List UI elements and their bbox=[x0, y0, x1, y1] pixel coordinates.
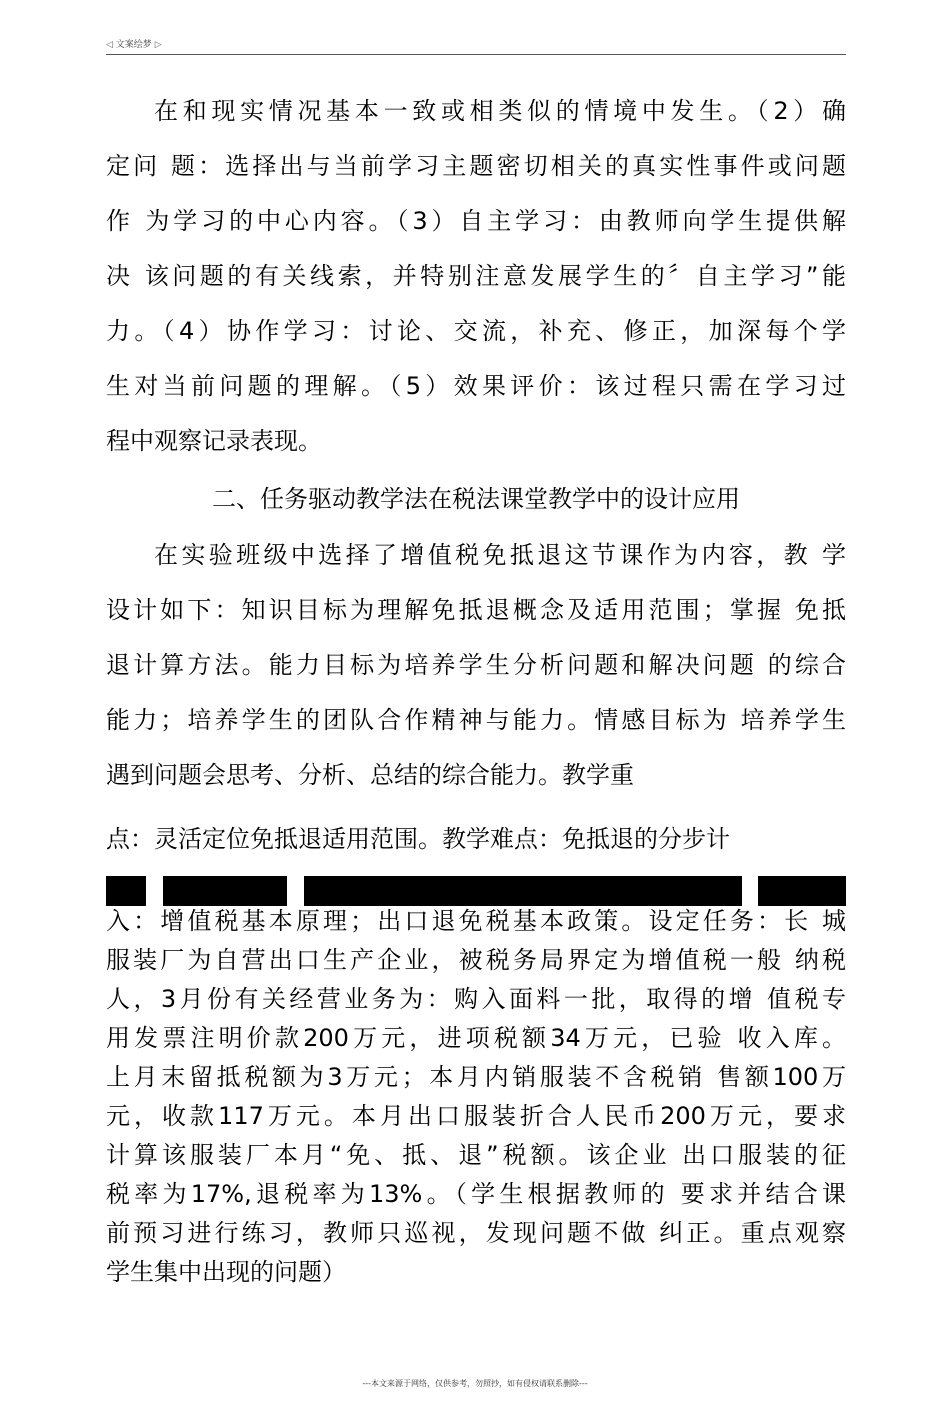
paragraph-learning-steps bbox=[106, 84, 846, 469]
header-title: 文案绘梦 bbox=[115, 40, 152, 50]
text-line: 前预习进行练习，教师只巡视，发现问题不做 纠正。重点观察 bbox=[106, 1219, 846, 1247]
text-line: 退计算方法。能力目标为培养学生分析问题和解决问题 的综合 bbox=[106, 651, 846, 679]
page-footer: ---本文来源于网络，仅供参考，勿照抄，如有侵权请联系删除--- bbox=[362, 1379, 588, 1388]
text-line: 能力；培养学生的团队合作精神与能力。情感目标为 培养学生 bbox=[106, 706, 846, 734]
text-line: 程中观察记录表现。 bbox=[106, 427, 322, 455]
text-line: 遇到问题会思考、分析、总结的综合能力。教学重 bbox=[106, 761, 634, 789]
section-heading: 二、任务驱动教学法在税法课堂教学中的设计应用 bbox=[212, 485, 740, 513]
text-line: 计算该服装厂本月“免、抵、退”税额。该企业 出口服装的征 bbox=[106, 1141, 846, 1169]
paragraph-task-setting bbox=[106, 902, 846, 1292]
text-line: 元，收款117万元。本月出口服装折合人民币200万元，要求 bbox=[106, 1102, 846, 1130]
text-line: 用发票注明价款200万元，进项税额34万元，已验 收入库。 bbox=[106, 1024, 846, 1052]
triangle-left-icon: ◁ bbox=[106, 40, 113, 50]
text-line: 作 为学习的中心内容。（3）自主学习：由教师向学生提供解 bbox=[106, 207, 846, 235]
text-line-teaching-points: 点：灵活定位免抵退适用范围。教学难点：免抵退的分步计 bbox=[106, 825, 730, 853]
text-line: 税率为17%,退税率为13%。（学生根据教师的 要求并结合课 bbox=[106, 1180, 846, 1208]
page-header bbox=[106, 38, 846, 55]
text-line: 服装厂为自营出口生产企业，被税务局界定为增值税一般 纳税 bbox=[106, 946, 846, 974]
text-line: 力。（4）协作学习：讨论、交流，补充、修正，加深每个学 bbox=[106, 317, 846, 345]
text-line: 生对当前问题的理解。（5）效果评价：该过程只需在学习过 bbox=[106, 372, 846, 400]
triangle-right-icon: ▷ bbox=[154, 40, 162, 50]
text-line: 学生集中出现的问题） bbox=[106, 1258, 346, 1286]
text-line: 人，3月份有关经营业务为：购入面料一批，取得的增 值税专 bbox=[106, 985, 846, 1013]
text-line: 入：增值税基本原理；出口退免税基本政策。设定任务：长 城 bbox=[106, 907, 846, 935]
text-line: 设计如下：知识目标为理解免抵退概念及适用范围；掌握 免抵 bbox=[106, 596, 846, 624]
text-line: 在实验班级中选择了增值税免抵退这节课作为内容，教 学 bbox=[154, 541, 846, 569]
text-line: 定问 题：选择出与当前学习主题密切相关的真实性事件或问题 bbox=[106, 152, 846, 180]
paragraph-teaching-design bbox=[106, 528, 846, 803]
text-line: 在和现实情况基本一致或相类似的情境中发生。（2）确 bbox=[154, 97, 846, 125]
text-line: 决 该问题的有关线索，并特别注意发展学生的〞自主学习”能 bbox=[106, 262, 846, 290]
text-line: 上月末留抵税额为3万元；本月内销服装不含税销 售额100万 bbox=[106, 1063, 846, 1091]
